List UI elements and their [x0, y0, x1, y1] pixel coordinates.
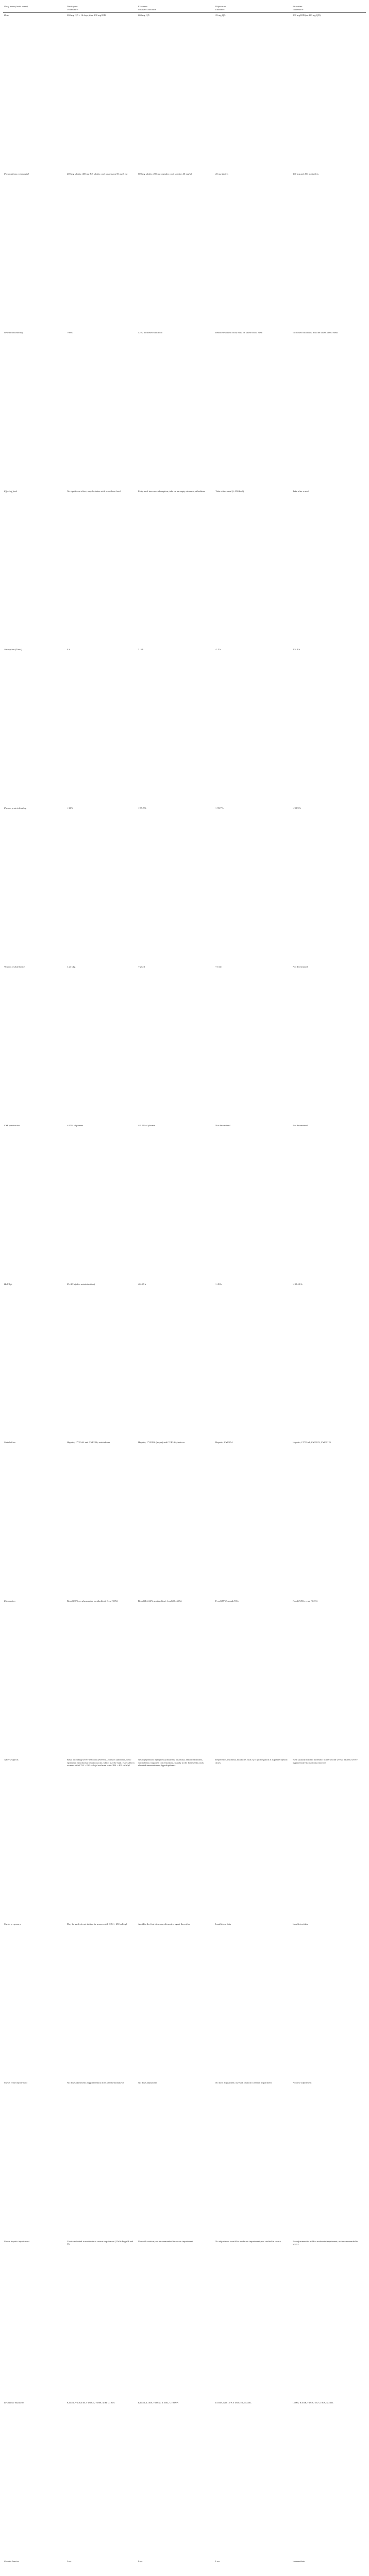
table-cell: Hepatic; CYP3A4, CYP2C9, CYP2C19 — [293, 1441, 331, 1444]
header-row — [3, 3, 366, 13]
table-cell: K103N, L100I, V106M, Y188L, G190S/A — [138, 2401, 179, 2404]
nnrti-comparison-table — [3, 3, 366, 2576]
table-row — [3, 330, 366, 489]
table-cell: Low — [215, 2560, 220, 2563]
table-cell: Rash (usually mild to moderate, in the second week); nausea; severe hypersensitivity reactions reported — [293, 1758, 358, 1764]
table-cell: No dose adjustment; use with caution in severe impairment — [215, 2081, 272, 2084]
header-cell: Nevirapine Viramune® — [66, 3, 137, 13]
table-row — [3, 964, 366, 1123]
table-row — [3, 806, 366, 964]
table-row — [3, 2239, 366, 2400]
row-label: Oral bioavailability — [4, 331, 23, 334]
table-row — [3, 2400, 366, 2559]
table-cell: Use with caution; not recommended in severe impairment — [138, 2240, 193, 2243]
table-cell: 200 mg QD × 14 days, then 200 mg BID — [67, 14, 106, 17]
table-cell: Increased with food; must be taken after a meal — [293, 331, 338, 334]
row-label: Half-life — [4, 1282, 12, 1285]
header-cell: Drug name (trade name) — [3, 3, 66, 13]
table-cell: 200 mg tablets; 400 mg XR tablets; oral suspension 50 mg/5 ml — [67, 172, 128, 175]
table-cell: Renal (14–34%, metabolites); fecal (16–61%) — [138, 1600, 182, 1603]
table-cell: 600 mg QD — [138, 14, 149, 17]
table-cell: Not determined — [293, 1124, 308, 1127]
table-row — [3, 489, 366, 648]
table-row — [3, 2559, 366, 2576]
table-cell: >90% — [67, 331, 73, 334]
table-cell: ≈ 0.5% of plasma — [138, 1124, 155, 1127]
table-body — [3, 13, 366, 2576]
table-row — [3, 2080, 366, 2239]
row-label: Genetic barrier — [4, 2560, 19, 2563]
table-cell: 25–30 h (after autoinduction) — [67, 1282, 95, 1285]
table-cell: Reduced without food; must be taken with a meal — [215, 331, 263, 334]
table-cell: Intermediate — [293, 2560, 305, 2563]
row-label: Presentations commercial — [4, 172, 29, 175]
table-cell: Fatty meal increases absorption; take on an empty stomach, at bedtime — [138, 489, 205, 493]
table-row — [3, 1123, 366, 1282]
table-cell: 4 h — [67, 648, 70, 651]
table-cell: Depression, insomnia, headache, rash; QTc prolongation at supratherapeutic doses — [215, 1758, 288, 1764]
table-cell: ≈ 99.5% — [138, 807, 146, 810]
table-cell: Fecal (85%); renal (6%) — [215, 1600, 239, 1603]
table-cell: ≈ 252 l — [138, 965, 145, 968]
row-label: Use in pregnancy — [4, 1922, 21, 1925]
header-cell: Etravirine Intelence® — [292, 3, 366, 13]
table-cell: No dose adjustment — [293, 2081, 312, 2084]
table-row — [3, 1757, 366, 1922]
table-cell: May be used; do not initiate in women with CD4 > 250 cells/µl — [67, 1922, 127, 1925]
table-cell: Renal (81%, as glucuronide metabolites); fecal (10%) — [67, 1600, 118, 1603]
row-label: Volume of distribution — [4, 965, 25, 968]
table-cell: 2.5–4 h — [293, 648, 300, 651]
header-cell: Efavirenz Sustiva®/Stocrin® — [137, 3, 214, 13]
table-row — [3, 13, 366, 172]
table-cell: No adjustment in mild to moderate impairment; not recommended in severe — [293, 2240, 358, 2246]
pharmacology-table-page — [3, 3, 366, 2576]
row-label: Effect of food — [4, 489, 17, 493]
row-label: Adverse effects — [4, 1758, 19, 1761]
row-label: Dose — [4, 14, 9, 17]
table-row — [3, 172, 366, 330]
row-label: Resistance mutations — [4, 2401, 24, 2404]
table-cell: ≈ 60% — [67, 807, 74, 810]
table-cell: Not determined — [215, 1124, 230, 1127]
table-cell: Not determined — [293, 965, 308, 968]
table-cell: Hepatic; CYP2B6 (major) and CYP3A4; inducer — [138, 1441, 185, 1444]
table-cell: 200 mg BID (or 400 mg QD) — [293, 14, 321, 17]
table-cell: Hepatic; CYP3A4 — [215, 1441, 233, 1444]
table-cell: Hepatic; CYP3A4 and CYP2B6; autoinducer — [67, 1441, 110, 1444]
table-cell: No significant effect; may be taken with or without food — [67, 489, 121, 493]
table-cell: K103N, V106A/M, Y181C/I, Y188C/L/H, G190A — [67, 2401, 115, 2404]
table-cell: E138K, K101E/P, Y181C/I/V, M230L — [215, 2401, 251, 2404]
row-label: Metabolism — [4, 1441, 15, 1444]
table-cell: Contraindicated in moderate to severe impairment (Child-Pugh B and C) — [67, 2240, 133, 2246]
table-cell: L100I, K101P, Y181C/I/V, G190S, M230L — [293, 2401, 334, 2404]
table-row — [3, 1440, 366, 1599]
table-cell: 25 mg tablets — [215, 172, 228, 175]
table-cell: 1.21 l/kg — [67, 965, 76, 968]
table-row — [3, 1282, 366, 1440]
table-cell: Low — [67, 2560, 72, 2563]
row-label: Use in hepatic impairment — [4, 2240, 29, 2243]
table-cell: No dose adjustment — [138, 2081, 157, 2084]
table-cell: Insufficient data — [293, 1922, 308, 1925]
table-row — [3, 1599, 366, 1757]
table-cell: Take after a meal — [293, 489, 309, 493]
table-cell: No dose adjustment; supplementary dose after hemodialysis — [67, 2081, 124, 2084]
table-cell: No adjustment in mild to moderate impairment; not studied in severe — [215, 2240, 281, 2243]
table-cell: Take with a meal (≥ 390 kcal) — [215, 489, 244, 493]
table-cell: ≈ 99.9% — [293, 807, 301, 810]
table-cell: 4–5 h — [215, 648, 221, 651]
table-cell: ≈ 152 l — [215, 965, 222, 968]
row-label: Absorption (Tmax) — [4, 648, 22, 651]
table-row — [3, 1922, 366, 2080]
table-cell: ≈ 30–40 h — [293, 1282, 303, 1285]
row-label: Plasma protein binding — [4, 807, 27, 810]
table-cell: ≈ 45% of plasma — [67, 1124, 83, 1127]
table-cell: Fecal (94%); renal (1.2%) — [293, 1600, 317, 1603]
table-cell: Neuropsychiatric symptoms (dizziness, insomnia, abnormal dreams, somnolence, impaired concentration), usually in the first weeks; rash; elevated transaminases; hyperlipidemia — [138, 1758, 204, 1767]
table-cell: ≈ 99.7% — [215, 807, 224, 810]
table-cell: Avoid in the first trimester; alternative agent thereafter — [138, 1922, 190, 1925]
table-cell: 42%; increased with food — [138, 331, 163, 334]
table-cell: 40–55 h — [138, 1282, 146, 1285]
table-row — [3, 647, 366, 806]
row-label: CSF penetration — [4, 1124, 20, 1127]
table-cell: Insufficient data — [215, 1922, 231, 1925]
table-cell: 600 mg tablets; 200 mg capsules; oral solution 30 mg/ml — [138, 172, 192, 175]
table-cell: 3–5 h — [138, 648, 144, 651]
table-cell: 100 mg and 200 mg tablets — [293, 172, 318, 175]
table-cell: Low — [138, 2560, 143, 2563]
table-header — [3, 3, 366, 13]
table-cell: Rash, including severe reactions (Stevens–Johnson syndrome, toxic epidermal necrolysis); hepatotoxicity, which may be fatal, especially in women with CD4 > 250 cells/µl and men with CD4 > 400 cells/µl — [67, 1758, 135, 1767]
table-cell: 25 mg QD — [215, 14, 226, 17]
row-label: Use in renal impairment — [4, 2081, 27, 2084]
row-label: Elimination — [4, 1600, 15, 1603]
header-cell: Rilpivirine Edurant® — [214, 3, 292, 13]
table-cell: ≈ 45 h — [215, 1282, 222, 1285]
